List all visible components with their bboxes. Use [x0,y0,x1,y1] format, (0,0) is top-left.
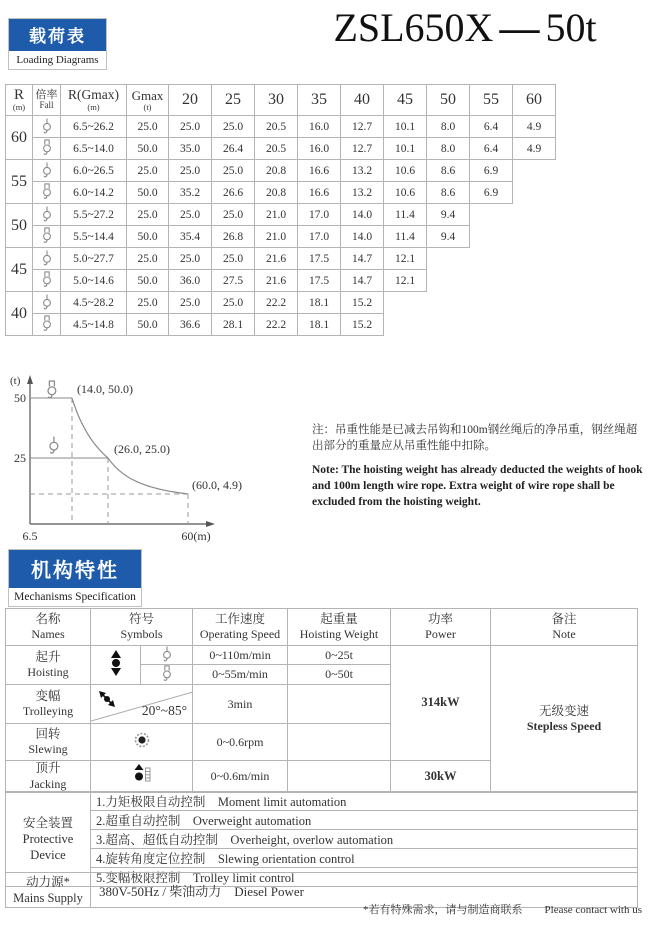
single-fall-icon [41,206,53,224]
load-value: 25.0 [212,248,255,270]
load-value: 36.6 [169,314,212,336]
double-fall-icon [45,380,59,402]
trolleying-symbol-cell [91,685,193,724]
load-value: 11.4 [384,204,427,226]
radius-value: 40 [6,292,33,336]
double-fall-icon [41,183,53,202]
single-fall-cell [33,204,61,226]
xtick-start: 6.5 [22,529,38,543]
loading-row-r55-1 [6,160,556,182]
single-fall-icon [41,294,53,312]
gmax-value: 25.0 [127,248,169,270]
hoisting-name: 起升 Hoisting [6,646,91,685]
double-fall-cell [33,226,61,248]
loading-diagrams-header [8,18,107,70]
jacking-name: 顶升 Jacking [6,761,91,793]
col-header-radius-45: 45 [384,85,427,116]
double-fall-cell [33,314,61,336]
hoisting-double-fall-cell [141,665,193,685]
load-value: 35.4 [169,226,212,248]
jacking-icon [132,764,152,784]
radius-value: 45 [6,248,33,292]
jacking-speed: 0~0.6m/min [193,761,288,793]
slewing-name: 回转 Slewing [6,724,91,761]
gmax-value: 50.0 [127,138,169,160]
load-value: 6.9 [470,182,513,204]
double-fall-icon [41,271,53,290]
load-value: 25.0 [169,160,212,182]
load-value: 9.4 [427,226,470,248]
load-value: 22.2 [255,314,298,336]
gmax-value: 25.0 [127,204,169,226]
luffing-arrow-icon [97,689,117,709]
load-value: 25.0 [212,292,255,314]
load-value: 17.5 [298,248,341,270]
load-value: 25.0 [212,160,255,182]
col-header-radius: R (m) [6,85,33,116]
ytick-50: 50 [14,391,26,405]
single-fall-cell [33,160,61,182]
gmax-value: 50.0 [127,314,169,336]
load-value: 4.9 [513,138,556,160]
load-value: 17.0 [298,226,341,248]
protective-item: 2.超重自动控制 Overweight automation [91,811,638,830]
load-value: 36.0 [169,270,212,292]
load-value: 17.0 [298,204,341,226]
load-value: 10.1 [384,138,427,160]
load-value: 16.0 [298,138,341,160]
load-value: 16.0 [298,116,341,138]
load-value: 4.9 [513,116,556,138]
double-fall-icon [161,665,173,684]
rgmax-range: 4.5~14.8 [61,314,127,336]
spec-col-names: 名称 Names [6,609,91,646]
single-fall-icon [161,646,173,664]
protective-label: 安全装置 Protective Device [6,792,91,887]
load-value: 28.1 [212,314,255,336]
loading-row-r60-1 [6,116,556,138]
loading-row-r40-2 [6,314,556,336]
slewing-speed: 0~0.6rpm [193,724,288,761]
mechanisms-title-zh: 机构特性 [9,550,141,588]
load-value: 22.2 [255,292,298,314]
ytick-25: 25 [14,451,26,465]
load-value: 8.6 [427,160,470,182]
load-value: 20.8 [255,182,298,204]
model-title [290,4,640,51]
jacking-symbol-cell [91,761,193,793]
load-value: 12.1 [384,270,427,292]
single-fall-icon [41,162,53,180]
load-value: 12.1 [384,248,427,270]
load-value: 25.0 [169,204,212,226]
double-fall-cell [33,182,61,204]
trolleying-name: 变幅 Trolleying [6,685,91,724]
stepless-note: 无级变速 Stepless Speed [491,646,638,793]
chart-note-zh: 注：吊重性能是已减去吊钩和100m钢丝绳后的净吊重，钢丝绳超出部分的重量应从吊重性能中扣除。 [312,424,638,453]
mains-value: 380V-50Hz / 柴油动力 Diesel Power [91,873,638,908]
loading-row-r45-1 [6,248,556,270]
load-value: 8.6 [427,182,470,204]
rgmax-range: 6.0~14.2 [61,182,127,204]
single-fall-cell [33,116,61,138]
single-fall-cell [33,292,61,314]
slewing-symbol-cell [91,724,193,761]
point-label-2: (60.0, 4.9) [192,478,242,492]
loading-diagrams-title-en: Loading Diagrams [9,51,106,69]
spec-header-row [6,609,638,646]
hoist-up-down-icon [110,650,122,676]
col-header-rgmax: R(Gmax) (m) [61,85,127,116]
loading-row-r50-1 [6,204,556,226]
jacking-weight [288,761,391,793]
load-value: 12.7 [341,138,384,160]
mechanisms-spec-table [5,608,638,793]
loading-row-r60-2 [6,138,556,160]
double-fall-icon [41,315,53,334]
loading-row-r55-2 [6,182,556,204]
double-fall-icon [41,227,53,246]
load-value: 10.1 [384,116,427,138]
hoisting-row-1 [6,646,638,665]
chart-notes [312,422,644,518]
load-value: 14.7 [341,270,384,292]
load-value: 18.1 [298,292,341,314]
load-value: 10.6 [384,182,427,204]
load-value: 17.5 [298,270,341,292]
loading-diagrams-title-zh: 载荷表 [9,19,106,51]
radius-value: 50 [6,204,33,248]
load-value: 14.7 [341,248,384,270]
protective-row [6,792,638,811]
rgmax-range: 4.5~28.2 [61,292,127,314]
model-name: ZSL650X [333,5,494,50]
load-value: 11.4 [384,226,427,248]
load-value: 20.8 [255,160,298,182]
col-header-radius-60: 60 [513,85,556,116]
double-fall-cell [33,138,61,160]
load-value: 27.5 [212,270,255,292]
single-fall-icon [41,250,53,268]
model-capacity: 50t [545,5,597,50]
hoisting-single-fall-cell [141,646,193,665]
load-value: 35.2 [169,182,212,204]
load-value: 21.0 [255,204,298,226]
load-value: 21.0 [255,226,298,248]
col-header-radius-35: 35 [298,85,341,116]
col-header-radius-50: 50 [427,85,470,116]
load-value: 25.0 [169,292,212,314]
gmax-value: 25.0 [127,116,169,138]
load-value: 25.0 [169,116,212,138]
hoisting-weight-2: 0~50t [288,665,391,685]
chart-curve-group [30,398,188,524]
load-value: 21.6 [255,270,298,292]
load-value: 15.2 [341,292,384,314]
spec-col-speed: 工作速度 Operating Speed [193,609,288,646]
load-value: 25.0 [212,204,255,226]
slewing-weight [288,724,391,761]
load-value: 9.4 [427,204,470,226]
spec-col-note: 备注 Note [491,609,638,646]
col-header-radius-30: 30 [255,85,298,116]
load-value: 26.6 [212,182,255,204]
load-value: 16.6 [298,160,341,182]
radius-value: 55 [6,160,33,204]
title-dash: — [499,5,540,50]
load-value: 12.7 [341,116,384,138]
footnote: *若有特殊需求，请与制造商联系 Please contact with us [363,904,642,916]
protective-row [6,830,638,849]
hoisting-speed-1: 0~110m/min [193,646,288,665]
protective-row [6,811,638,830]
hoisting-speed-2: 0~55m/min [193,665,288,685]
load-value: 13.2 [341,160,384,182]
loading-row-r40-1 [6,292,556,314]
hoisting-symbol-cell [91,646,141,685]
load-value: 25.0 [212,116,255,138]
load-curve-chart [8,372,308,552]
point-label-0: (14.0, 50.0) [77,382,133,396]
spec-col-power: 功率 Power [391,609,491,646]
gmax-value: 25.0 [127,160,169,182]
rgmax-range: 6.5~14.0 [61,138,127,160]
slewing-icon [133,731,151,749]
double-fall-icon [41,139,53,158]
mechanisms-title-en: Mechanisms Specification [9,588,141,606]
trolleying-weight [288,685,391,724]
load-value: 21.6 [255,248,298,270]
gmax-value: 25.0 [127,292,169,314]
single-fall-cell [33,248,61,270]
spec-col-symbols: 符号 Symbols [91,609,193,646]
y-axis-label: (t) [10,375,21,387]
load-value: 6.9 [470,160,513,182]
load-value: 8.0 [427,116,470,138]
load-value: 18.1 [298,314,341,336]
power-main: 314kW [391,646,491,761]
gmax-value: 50.0 [127,182,169,204]
protective-item: 1.力矩极限自动控制 Moment limit automation [91,792,638,811]
col-header-fall: 倍率 Fall [33,85,61,116]
load-value: 15.2 [341,314,384,336]
protective-item: 4.旋转角度定位控制 Slewing orientation control [91,849,638,868]
protective-item: 3.超高、超低自动控制 Overheight, overlow automation [91,830,638,849]
load-value: 20.5 [255,138,298,160]
load-value: 25.0 [169,248,212,270]
load-value: 26.4 [212,138,255,160]
rgmax-range: 6.5~26.2 [61,116,127,138]
load-value: 26.8 [212,226,255,248]
loading-row-r50-2 [6,226,556,248]
col-header-radius-20: 20 [169,85,212,116]
single-fall-icon [41,118,53,136]
gmax-value: 50.0 [127,270,169,292]
mains-label: 动力源* Mains Supply [6,873,91,908]
load-value: 6.4 [470,138,513,160]
load-value: 16.6 [298,182,341,204]
hoisting-weight-1: 0~25t [288,646,391,665]
col-header-radius-55: 55 [470,85,513,116]
load-value: 13.2 [341,182,384,204]
rgmax-range: 5.0~14.6 [61,270,127,292]
x-axis-arrow [206,521,215,527]
spec-col-weight: 起重量 Hoisting Weight [288,609,391,646]
col-header-radius-40: 40 [341,85,384,116]
col-header-gmax: Gmax (t) [127,85,169,116]
radius-value: 60 [6,116,33,160]
loading-table-header-row [6,85,556,116]
loading-row-r45-2 [6,270,556,292]
rgmax-range: 5.0~27.7 [61,248,127,270]
rgmax-range: 6.0~26.5 [61,160,127,182]
load-value: 8.0 [427,138,470,160]
load-value: 14.0 [341,204,384,226]
single-fall-icon [47,436,61,457]
power-jacking: 30kW [391,761,491,793]
load-value: 6.4 [470,116,513,138]
protective-row [6,849,638,868]
col-header-radius-25: 25 [212,85,255,116]
loading-table [5,84,556,336]
rgmax-range: 5.5~14.4 [61,226,127,248]
point-label-1: (26.0, 25.0) [114,442,170,456]
load-value: 14.0 [341,226,384,248]
load-value: 10.6 [384,160,427,182]
rgmax-range: 5.5~27.2 [61,204,127,226]
protective-item: 5.变幅极限控制 Trolley limit control [91,868,638,887]
load-value: 20.5 [255,116,298,138]
gmax-value: 50.0 [127,226,169,248]
double-fall-cell [33,270,61,292]
mechanisms-spec-header [8,549,142,607]
load-value: 35.0 [169,138,212,160]
xtick-end: 60(m) [181,529,211,543]
luffing-angle-range: 20°~85° [141,703,188,719]
trolleying-speed: 3min [193,685,288,724]
chart-note-en: Note: The hoisting weight has already deducted the weights of hook and 100m length wire rope. Extra weight of wire rope shall be excluded from the hoisting weight. [312,464,643,509]
